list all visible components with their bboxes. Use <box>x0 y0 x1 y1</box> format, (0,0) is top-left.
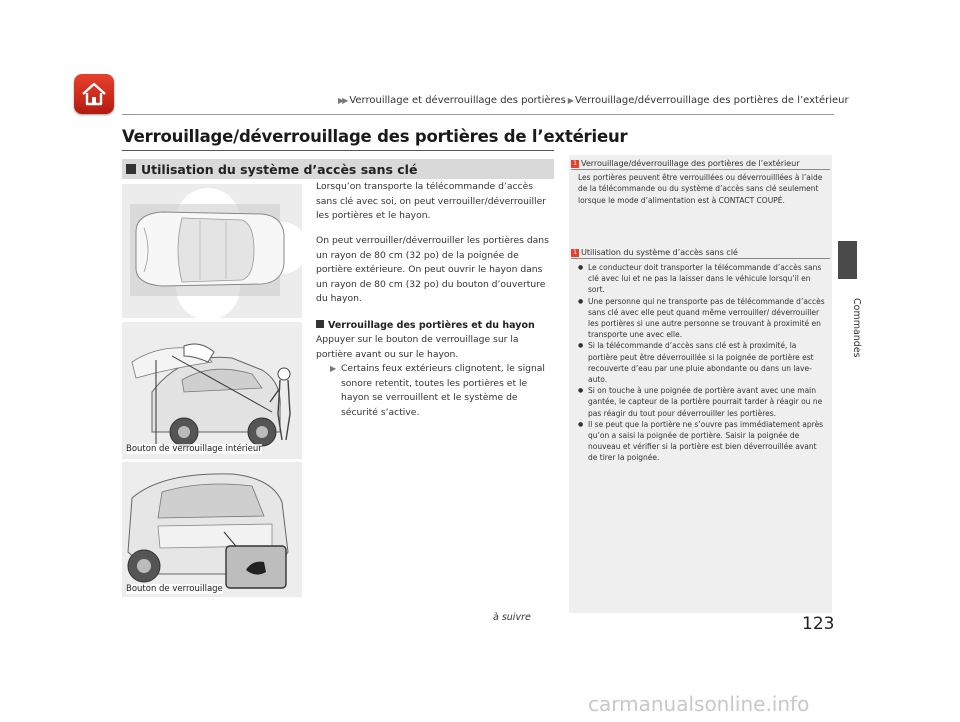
chapter-tab-label[interactable]: Commandes <box>851 298 862 358</box>
section-square-icon <box>126 164 136 174</box>
body-paragraph-result: Certains feux extérieurs clignotent, le signal sonore retentit, toutes les portières et le hayon se verrouillent et le système de sécurité s’active. <box>341 363 545 418</box>
car-top-view-illustration <box>122 184 302 318</box>
body-paragraph-2: On peut verrouiller/déverrouiller les portières dans un rayon de 80 cm (32 po) de la poignée de portière extérieure. On peut ouvrir le hayon dans un rayon de 80 cm (32 po) du bouton d’ouverture du hayon. <box>316 235 549 305</box>
figure-door-lock-button <box>122 322 302 459</box>
note-2-heading-text: Utilisation du système d’accès sans clé <box>581 247 738 257</box>
section-title: Utilisation du système d’accès sans clé <box>141 161 418 177</box>
figure-caption-interior-lock: Bouton de verrouillage intérieur <box>126 444 262 454</box>
breadcrumb-arrow-icon: ▶ <box>567 96 572 105</box>
title-divider <box>122 150 554 151</box>
sub-heading-square-icon <box>316 320 324 328</box>
list-item: ● Une personne qui ne transporte pas de télécommande d’accès sans clé avec elle peut quand même verrouiller/ déverrouiller les portières si une autre personne se trouvant à proximité en transporte une avec elle. <box>578 296 826 341</box>
breadcrumb <box>338 95 849 106</box>
section-header <box>122 159 554 179</box>
breadcrumb-link-1[interactable]: Verrouillage et déverrouillage des portières <box>349 95 566 106</box>
home-button[interactable] <box>74 74 114 114</box>
home-icon <box>80 81 108 107</box>
result-arrow-icon: ▶ <box>330 364 337 373</box>
figure-caption-lock-button: Bouton de verrouillage <box>126 584 223 594</box>
continued-label: à suivre <box>493 612 531 623</box>
note-2-divider <box>571 258 830 259</box>
sub-heading-text: Verrouillage des portières et du hayon <box>328 320 535 331</box>
sub-heading <box>316 320 535 331</box>
list-item: ● Si on touche à une poignée de portière avant avec une main gantée, le capteur de la portière pourrait tarder à réagir ou ne pas réagir du tout pour déverrouiller les portières. <box>578 385 826 419</box>
note-1-divider <box>571 169 830 170</box>
chapter-tab[interactable] <box>838 241 857 279</box>
note-2-number-badge: 1 <box>571 249 579 257</box>
note-2-list <box>578 262 826 464</box>
list-item: ● Le conducteur doit transporter la télécommande d’accès sans clé avec lui et ne pas la laisser dans le véhicule lorsqu’il en sort. <box>578 262 826 296</box>
breadcrumb-arrow-icon: ▶▶ <box>338 96 347 105</box>
page-title: Verrouillage/déverrouillage des portières de l’extérieur <box>122 127 628 146</box>
note-1-heading <box>571 158 799 168</box>
body-paragraph-3: Appuyer sur le bouton de verrouillage sur la portière avant ou sur le hayon. <box>316 334 519 360</box>
note-1-number-badge: 1 <box>571 160 579 168</box>
watermark: carmanualsonline.info <box>588 692 810 716</box>
tailgate-illustration <box>122 462 302 597</box>
page-number: 123 <box>802 614 835 634</box>
body-paragraph-1: Lorsqu’on transporte la télécommande d’accès sans clé avec soi, on peut verrouiller/déverrouiller les portières et le hayon. <box>316 181 547 222</box>
figure-range-diagram <box>122 184 302 318</box>
note-1-body: Les portières peuvent être verrouillées ou déverrouilllées à l’aide de la télécommande ou du système d’accès sans clé seulement lorsque le mode d’alimentation est à CONTACT COUPÉ. <box>578 173 823 205</box>
header-divider <box>122 114 834 115</box>
list-item: ● Il se peut que la portière ne s’ouvre pas immédiatement après qu’on a saisi la poignée de portière. Saisir la poignée de nouveau et vérifier si la portière est bien déverrouillée avant de tirer la poignée. <box>578 419 826 464</box>
list-item: ● Si la télécommande d’accès sans clé est à proximité, la portière peut être déverrouillée si la poignée de portière est recouverte d’eau par une pluie abondante ou dans un lave-auto. <box>578 340 826 385</box>
note-1-heading-text: Verrouillage/déverrouillage des portières de l’extérieur <box>581 158 800 168</box>
note-2-heading <box>571 247 738 257</box>
figure-tailgate-lock-button <box>122 462 302 597</box>
door-lock-illustration <box>122 322 302 459</box>
breadcrumb-link-2[interactable]: Verrouillage/déverrouillage des portières de l’extérieur <box>574 95 849 106</box>
